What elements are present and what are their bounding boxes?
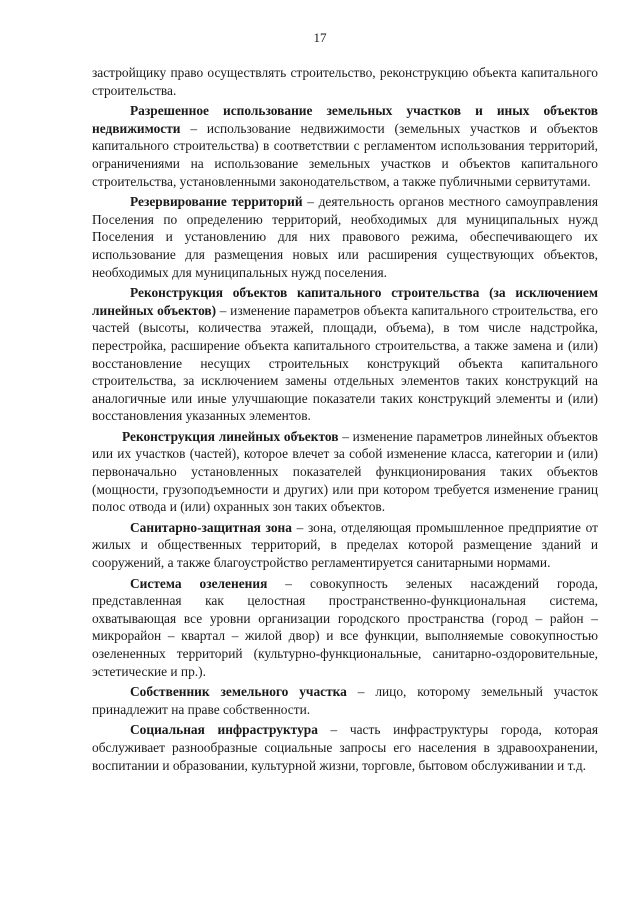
term-reservation: Резервирование территорий xyxy=(130,194,303,210)
definition-sanitary-zone xyxy=(92,519,598,572)
definition-text: – лицо, которому земельный участок принадлежит на праве собственности. xyxy=(92,684,598,717)
definition-text: – использование недвижимости (земельных участков и объектов капитального строительства) в соответствии с регламентом использования территорий, ограничениями на использование земельных участков и объектов капитального строительства, установленными законодательством, а также публичными сервитутами. xyxy=(92,120,598,189)
definition-text: – изменение параметров объекта капитального строительства, его частей (высоты, количества этажей, площади, объема), в том числе надстройка, перестройка, расширение объекта капитального строительства, а также замена и (или) восстановление несущих строительных конструкций объекта капитального строительства, за исключением замены отдельных элементов таких конструкций на аналогичные или иные улучшающие показатели таких конструкций элементы и (или) восстановления указанных элементов. xyxy=(92,302,598,424)
paragraph-text: застройщику право осуществлять строительство, реконструкцию объекта капитального строительства. xyxy=(92,65,598,98)
term-land-owner: Собственник земельного участка xyxy=(130,684,347,700)
definition-greening-system xyxy=(92,575,598,681)
definition-social-infrastructure xyxy=(92,721,598,774)
definition-permitted-use xyxy=(92,102,598,190)
definition-text: – совокупность зеленых насаждений города, представленная как целостная пространственно-функциональная система, охватывающая все уровни организации городского пространства (город – район – микрорайон – квартал – жилой двор) и все функции, выполняемые совокупностью озелененных территорий (культурно-функциональные, санитарно-оздоровительные, эстетические и пр.). xyxy=(92,575,598,679)
definition-reconstruction-capital xyxy=(92,284,598,425)
term-greening-system: Система озеленения xyxy=(130,575,268,591)
term-sanitary-zone: Санитарно-защитная зона xyxy=(130,519,292,535)
definition-text: – деятельность органов местного самоуправления Поселения по определению территорий, необходимых для муниципальных нужд Поселения и установлению для них правового режима, обеспечивающего их использование для размещения новых или расширения существующих объектов, необходимых для муниципальных нужд поселения. xyxy=(92,194,598,280)
definition-reservation xyxy=(92,193,598,281)
paragraph-continuation xyxy=(92,64,598,99)
definition-land-owner xyxy=(92,683,598,718)
definition-text: – часть инфраструктуры города, которая обслуживает разнообразные социальные запросы его населения в здравоохранении, воспитании и образовании, культурной жизни, торговле, бытовом обслуживании и т.д. xyxy=(92,722,599,773)
definition-text: – изменение параметров линейных объектов или их участков (частей), которое влечет за собой изменение класса, категории и (или) первоначально установленных показателей функционирования таких объектов (мощности, грузоподъемности и других) или при котором требуется изменение границ полос отвода и (или) охранных зон таких объектов. xyxy=(92,428,598,515)
page-number: 17 xyxy=(313,30,327,45)
definition-reconstruction-linear xyxy=(92,428,598,516)
term-permitted-use: Разрешенное использование земельных участков и иных объектов недвижимости xyxy=(92,103,598,136)
document-body xyxy=(92,64,598,774)
term-reconstruction-linear: Реконструкция линейных объектов xyxy=(122,428,339,444)
term-reconstruction-capital: Реконструкция объектов капитального строительства (за исключением линейных объектов) xyxy=(92,285,598,318)
term-social-infrastructure: Социальная инфраструктура xyxy=(130,722,318,738)
definition-text: – зона, отделяющая промышленное предприятие от жилых и общественных территорий, в пределах которой размещение зданий и сооружений, а также благоустройство регламентируется санитарными нормами. xyxy=(92,519,598,571)
